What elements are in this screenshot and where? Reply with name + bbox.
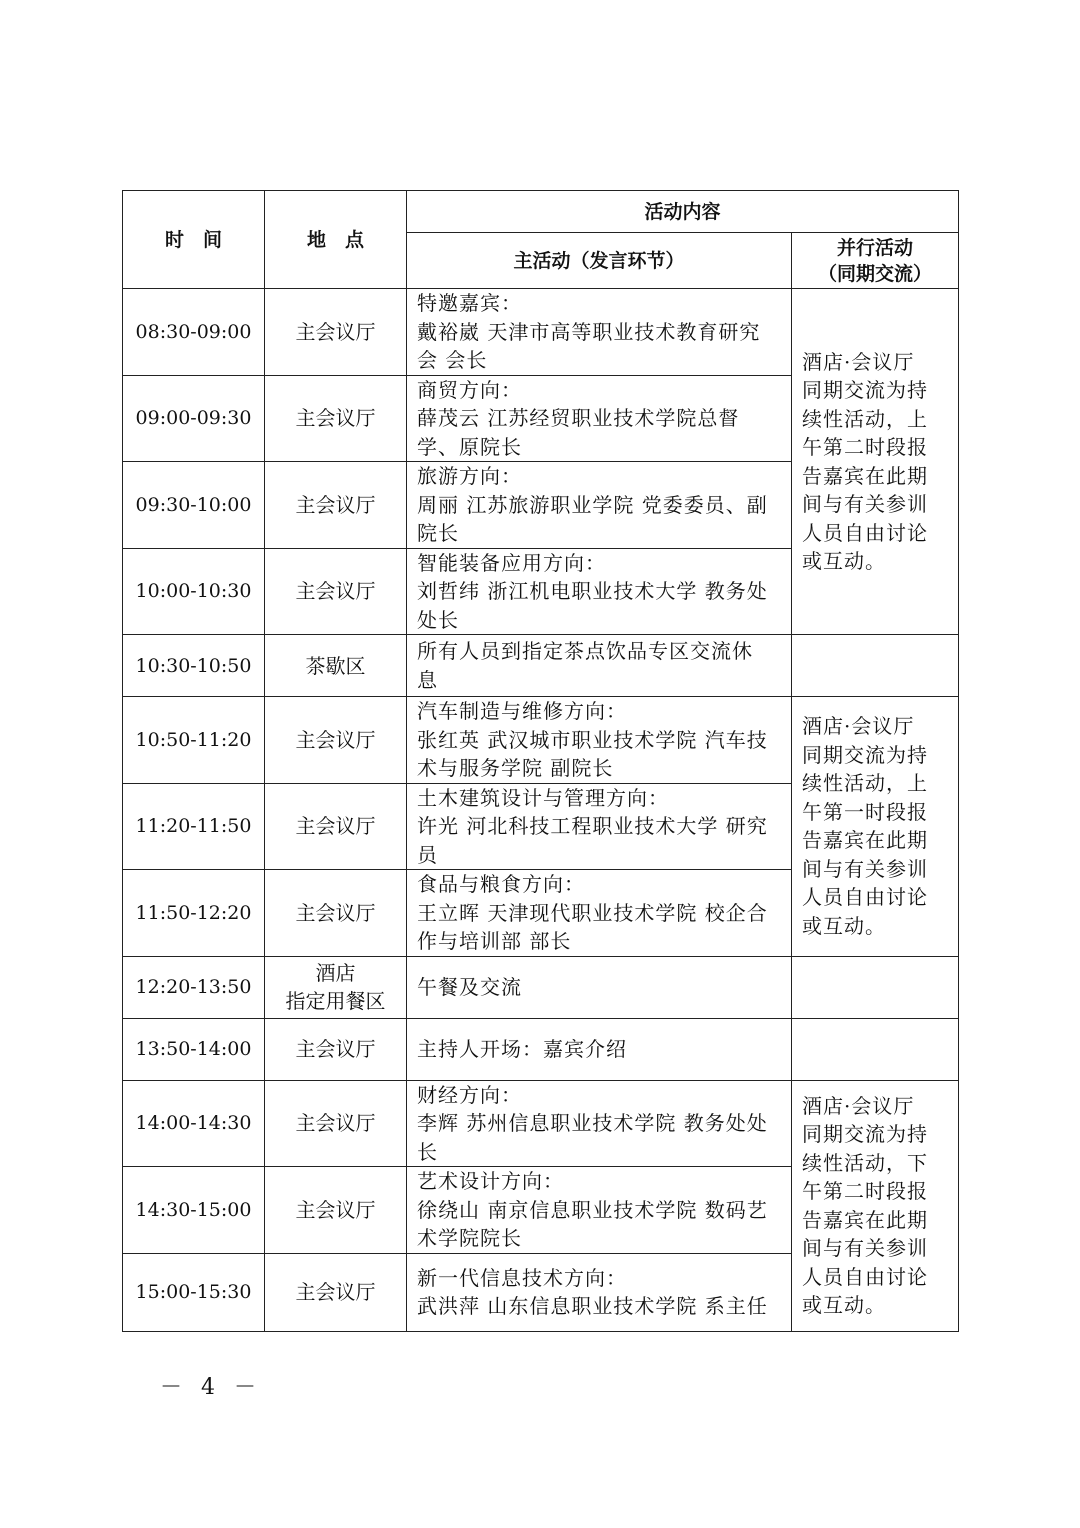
parallel-line: 告嘉宾在此期 (802, 463, 928, 488)
parallel-line: 酒店·会议厅 (802, 1093, 915, 1118)
activity-line: 食品与粮食方向： (417, 872, 585, 896)
time-cell: 12:20-13:50 (123, 956, 265, 1018)
activity-line: 商贸方向： (417, 377, 522, 402)
activity-line: 所有人员到指定茶点饮品专区交流休 (417, 639, 753, 663)
parallel-activity-cell (792, 697, 959, 957)
parallel-line: 人员自由讨论 (802, 885, 928, 910)
location-cell: 主会议厅 (265, 548, 407, 635)
location-cell: 主会议厅 (265, 289, 407, 376)
location-cell: 主会议厅 (265, 1018, 407, 1080)
page-number: － 4 － (160, 1375, 262, 1400)
activity-cell (407, 462, 792, 549)
activity-cell (407, 1253, 792, 1331)
location-cell: 主会议厅 (265, 462, 407, 549)
parallel-line: 同期交流为持 (802, 1122, 928, 1146)
schedule-table (122, 190, 959, 1332)
time-cell: 10:50-11:20 (123, 697, 265, 784)
header-location: 地 点 (265, 191, 407, 289)
parallel-line: 或互动。 (802, 913, 886, 938)
activity-cell (407, 375, 792, 462)
activity-cell (407, 548, 792, 635)
activity-cell (407, 870, 792, 957)
activity-line: 汽车制造与维修方向： (417, 699, 627, 723)
activity-cell (407, 1167, 792, 1254)
location-cell: 茶歇区 (265, 635, 407, 697)
parallel-line: 午第二时段报 (802, 435, 928, 459)
parallel-line: 午第一时段报 (802, 799, 928, 824)
activity-line: 智能装备应用方向： (417, 550, 606, 575)
location-line: 酒店 (315, 961, 356, 985)
parallel-line: 续性活动，下 (802, 1150, 928, 1175)
parallel-line: 午第二时段报 (802, 1179, 928, 1203)
parallel-line: 同期交流为持 (802, 742, 928, 767)
activity-line: 李辉 苏州信息职业技术学院 教务处处 (417, 1111, 768, 1135)
header-parallel-activity (792, 233, 959, 289)
activity-line: 财经方向： (417, 1082, 522, 1107)
parallel-empty-cell (792, 956, 959, 1018)
activity-cell (407, 1080, 792, 1167)
activity-line: 院长 (417, 521, 459, 545)
time-cell: 09:30-10:00 (123, 462, 265, 549)
activity-cell (407, 289, 792, 376)
activity-cell (407, 697, 792, 784)
location-cell: 主会议厅 (265, 697, 407, 784)
location-cell: 主会议厅 (265, 1080, 407, 1167)
location-cell (265, 956, 407, 1018)
activity-line: 张红英 武汉城市职业技术学院 汽车技 (417, 727, 768, 752)
activity-line: 主持人开场：嘉宾介绍 (417, 1036, 627, 1061)
activity-line: 息 (417, 667, 438, 692)
activity-line: 长 (417, 1139, 438, 1164)
parallel-line: 续性活动，上 (802, 406, 928, 431)
parallel-line: 间与有关参训 (802, 1236, 928, 1260)
time-cell: 14:30-15:00 (123, 1167, 265, 1254)
activity-line: 午餐及交流 (417, 974, 522, 999)
activity-line: 新一代信息技术方向： (417, 1265, 627, 1290)
location-cell: 主会议厅 (265, 783, 407, 870)
parallel-line: 间与有关参训 (802, 492, 928, 516)
activity-line: 武洪萍 山东信息职业技术学院 系主任 (417, 1294, 768, 1318)
parallel-line: 酒店·会议厅 (802, 714, 915, 739)
time-cell: 11:50-12:20 (123, 870, 265, 957)
location-line: 指定用餐区 (285, 989, 386, 1013)
parallel-line: 续性活动，上 (802, 771, 928, 796)
location-cell: 主会议厅 (265, 1167, 407, 1254)
parallel-line: 告嘉宾在此期 (802, 828, 928, 853)
activity-line: 徐绕山 南京信息职业技术学院 数码艺 (417, 1197, 768, 1222)
activity-cell (407, 1018, 792, 1080)
activity-line: 许光 河北科技工程职业技术大学 研究 (417, 814, 768, 838)
activity-line: 员 (417, 842, 438, 867)
activity-line: 土木建筑设计与管理方向： (417, 785, 669, 810)
header-parallel-line1: 并行活动 (837, 236, 914, 259)
time-cell: 10:30-10:50 (123, 635, 265, 697)
activity-line: 艺术设计方向： (417, 1169, 564, 1193)
parallel-line: 酒店·会议厅 (802, 349, 915, 374)
activity-line: 戴裕崴 天津市高等职业技术教育研究 (417, 319, 761, 344)
parallel-line: 告嘉宾在此期 (802, 1207, 928, 1232)
activity-line: 术学院院长 (417, 1226, 522, 1250)
time-cell: 15:00-15:30 (123, 1253, 265, 1331)
time-cell: 09:00-09:30 (123, 375, 265, 462)
parallel-line: 或互动。 (802, 1293, 886, 1317)
location-cell: 主会议厅 (265, 1253, 407, 1331)
time-cell: 10:00-10:30 (123, 548, 265, 635)
time-cell: 14:00-14:30 (123, 1080, 265, 1167)
activity-line: 特邀嘉宾： (417, 291, 522, 315)
activity-line: 王立晖 天津现代职业技术学院 校企合 (417, 900, 768, 925)
activity-line: 周丽 江苏旅游职业学院 党委委员、副 (417, 492, 768, 517)
activity-line: 处长 (417, 607, 459, 632)
time-cell: 08:30-09:00 (123, 289, 265, 376)
time-cell: 11:20-11:50 (123, 783, 265, 870)
activity-line: 会 会长 (417, 348, 488, 372)
activity-line: 旅游方向： (417, 464, 522, 488)
activity-cell (407, 783, 792, 870)
parallel-activity-cell (792, 289, 959, 635)
parallel-line: 人员自由讨论 (802, 1264, 928, 1289)
parallel-line: 人员自由讨论 (802, 520, 928, 545)
activity-line: 刘哲纬 浙江机电职业技术大学 教务处 (417, 579, 768, 603)
header-main-activity: 主活动（发言环节） (407, 233, 792, 289)
parallel-activity-cell (792, 1080, 959, 1331)
header-activity: 活动内容 (407, 191, 959, 233)
location-cell: 主会议厅 (265, 375, 407, 462)
activity-line: 薛茂云 江苏经贸职业技术学院总督 (417, 406, 740, 430)
time-cell: 13:50-14:00 (123, 1018, 265, 1080)
parallel-line: 同期交流为持 (802, 378, 928, 402)
parallel-empty-cell (792, 635, 959, 697)
activity-cell (407, 956, 792, 1018)
activity-line: 术与服务学院 副院长 (417, 756, 614, 780)
activity-line: 作与培训部 部长 (417, 929, 572, 953)
parallel-empty-cell (792, 1018, 959, 1080)
header-time: 时 间 (123, 191, 265, 289)
location-cell: 主会议厅 (265, 870, 407, 957)
parallel-line: 间与有关参训 (802, 856, 928, 881)
activity-line: 学、原院长 (417, 434, 522, 459)
parallel-line: 或互动。 (802, 549, 886, 573)
header-parallel-line2: （同期交流） (818, 262, 933, 285)
activity-cell (407, 635, 792, 697)
